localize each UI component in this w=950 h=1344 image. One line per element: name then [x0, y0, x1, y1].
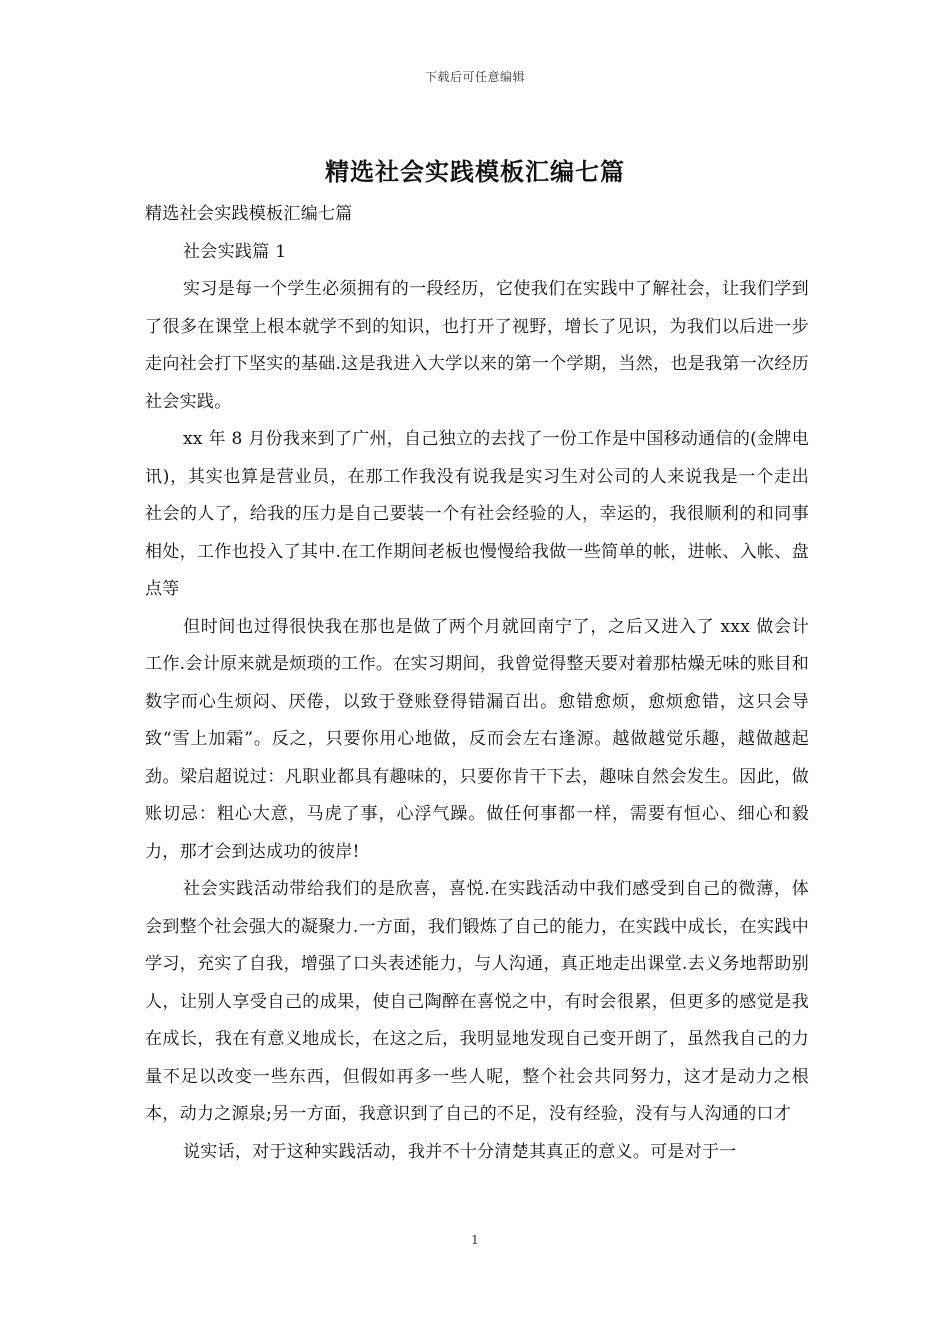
paragraph-2: xx 年 8 月份我来到了广州，自己独立的去找了一份工作是中国移动通信的(金牌电讯)，其实也算是营业员，在那工作我没有说我是实习生对公司的人来说我是一个走出社会的人了，给我的压力是自己要装一个有社会经验的人，幸运的，我很顺利的和同事相处，工作也投入了其中.在工作期间老板也慢慢给我做一些简单的帐，进帐、入帐、盘点等 — [145, 429, 809, 599]
header-note: 下载后可任意编辑 — [424, 70, 525, 84]
page-number: 1 — [471, 1233, 479, 1247]
subtitle: 精选社会实践模板汇编七篇 — [145, 204, 353, 224]
paragraph-4: 社会实践活动带给我们的是欣喜，喜悦.在实践活动中我们感受到自己的微薄，体会到整个社会强大的凝聚力.一方面，我们锻炼了自己的能力，在实践中成长，在实践中学习，充实了自我，增强了口头表述能力，与人沟通，真正地走出课堂.去义务地帮助别人，让别人享受自己的成果，使自己陶醉在喜悦之中，有时会很累，但更多的感觉是我在成长，我在有意义地成长，在这之后，我明显地发现自己变开朗了，虽然我自己的力量不足以改变一些东西，但假如再多一些人呢，整个社会共同努力，这才是动力之根本，动力之源泉;另一方面，我意识到了自己的不足，没有经验，没有与人沟通的口才 — [145, 879, 809, 1124]
document-title: 精选社会实践模板汇编七篇 — [325, 157, 625, 186]
section-heading: 社会实践篇 1 — [183, 241, 287, 262]
paragraph-3: 但时间也过得很快我在那也是做了两个月就回南宁了，之后又进入了 xxx 做会计工作.会计原来就是烦琐的工作。在实习期间，我曾觉得整天要对着那枯燥无味的账目和数字而心生烦闷、厌倦，以致于登账登得错漏百出。愈错愈烦，愈烦愈错，这只会导致“雪上加霜”。反之，只要你用心地做，反而会左右逢源。越做越觉乐趣，越做越起劲。梁启超说过：凡职业都具有趣味的，只要你肯干下去，趣味自然会发生。因此，做账切忌：粗心大意，马虎了事，心浮气躁。做任何事都一样，需要有恒心、细心和毅力，那才会到达成功的彼岸! — [145, 616, 809, 862]
document-body — [145, 196, 809, 1171]
paragraph-5: 说实话，对于这种实践活动，我并不十分清楚其真正的意义。可是对于一 — [183, 1141, 737, 1162]
paragraph-1: 实习是每一个学生必须拥有的一段经历，它使我们在实践中了解社会，让我们学到了很多在课堂上根本就学不到的知识，也打开了视野，增长了见识，为我们以后进一步走向社会打下坚实的基础.这是我进入大学以来的第一个学期，当然，也是我第一次经历社会实践。 — [145, 279, 809, 412]
